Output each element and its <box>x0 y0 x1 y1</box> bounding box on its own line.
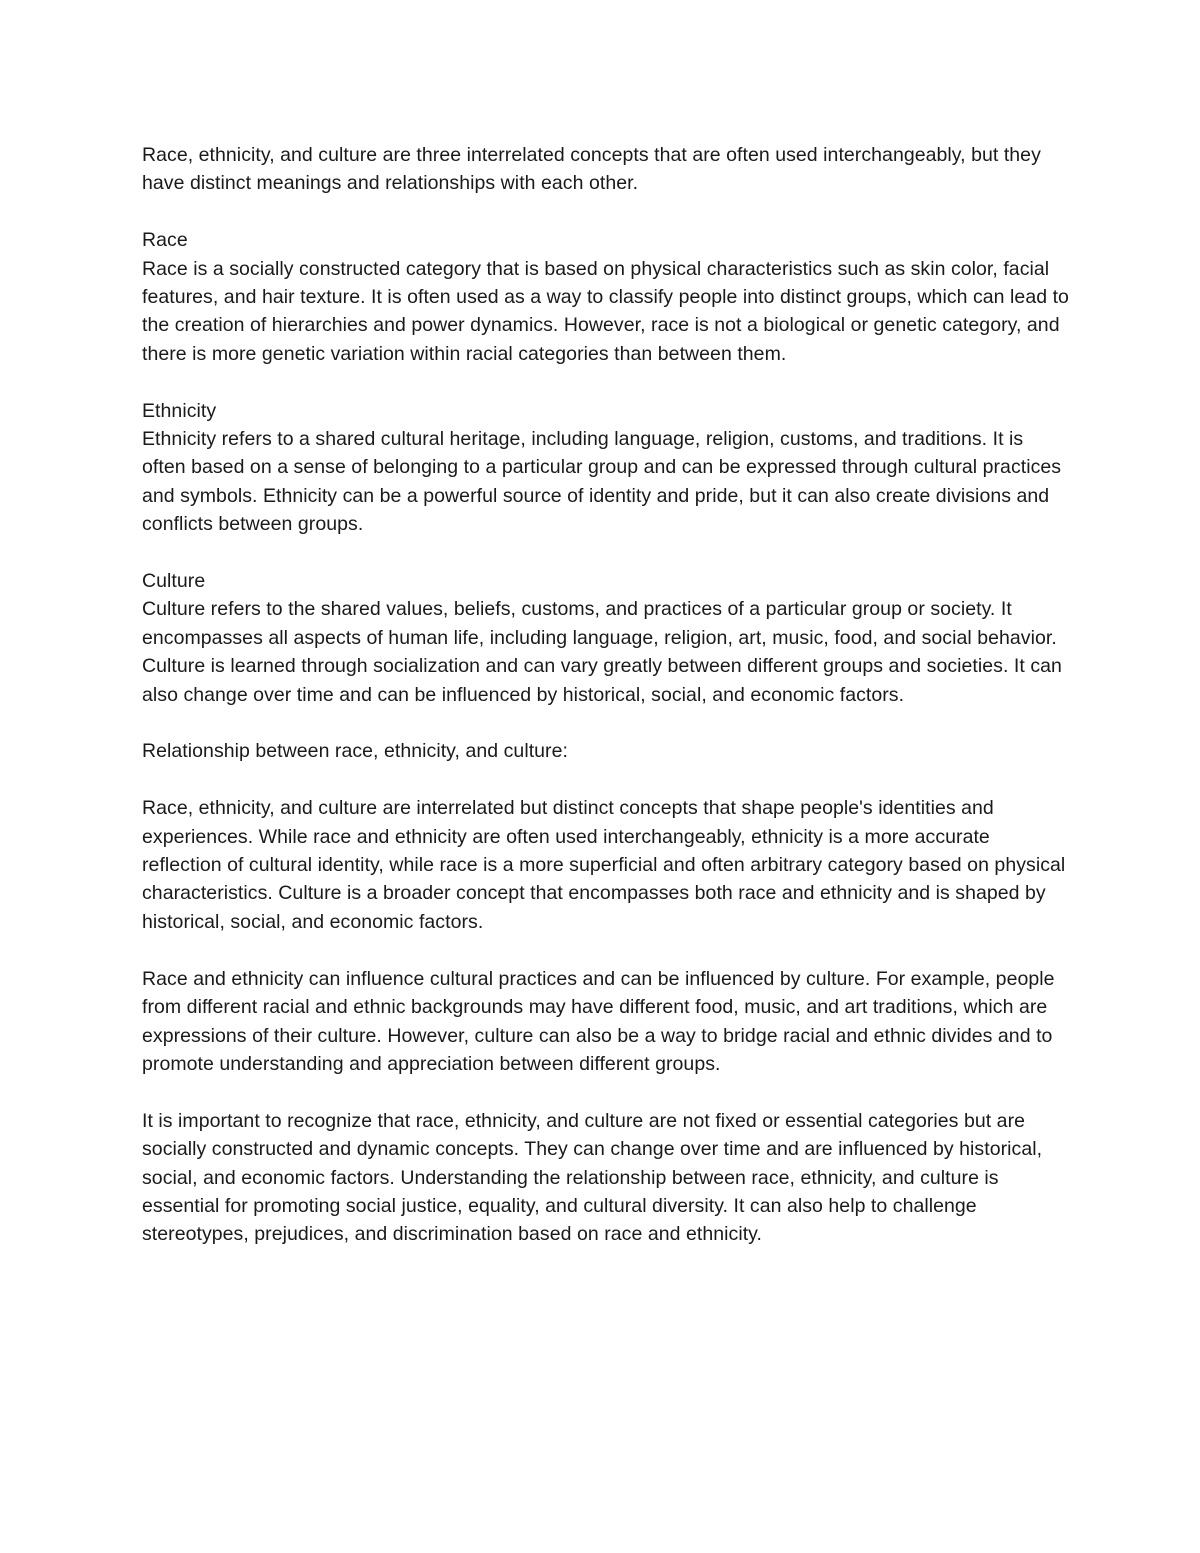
relationship-paragraph: Race, ethnicity, and culture are interrelated but distinct concepts that shape people's identities and experiences. While race and ethnicity are often used interchangeably, ethnicity is a more accurate reflection of cultural identity, while race is a more superficial and often arbitrary category based on physical characteristics. Culture is a broader concept that encompasses both race and ethnicity and is shaped by historical, social, and economic factors. <box>142 797 1066 933</box>
section-body-ethnicity: Ethnicity refers to a shared cultural heritage, including language, religion, customs, and traditions. It is often based on a sense of belonging to a particular group and can be expressed through cultural practices and symbols. Ethnicity can be a powerful source of identity and pride, but it can also create divisions and conflicts between groups. <box>142 428 1062 536</box>
section-body-culture: Culture refers to the shared values, beliefs, customs, and practices of a particular group or society. It encompasses all aspects of human life, including language, religion, art, music, food, and social behavior. Culture is learned through socialization and can vary greatly between different groups and societies. It can also change over time and can be influenced by historical, social, and economic factors. <box>142 598 1062 706</box>
relationship-paragraph: Race and ethnicity can influence cultural practices and can be influenced by culture. For example, people from different racial and ethnic backgrounds may have different food, music, and art traditions, which are expressions of their culture. However, culture can also be a way to bridge racial and ethnic divides and to promote understanding and appreciation between different groups. <box>142 967 1055 1075</box>
section-body-race: Race is a socially constructed category that is based on physical characteristics such as skin color, facial features, and hair texture. It is often used as a way to classify people into distinct groups, which can lead to the creation of hierarchies and power dynamics. However, race is not a biological or genetic category, and there is more genetic variation within racial categories than between them. <box>142 257 1069 365</box>
section-heading-ethnicity: Ethnicity <box>142 399 217 422</box>
relationship-paragraph: It is important to recognize that race, ethnicity, and culture are not fixed or essential categories but are socially constructed and dynamic concepts. They can change over time and are influenced by historical, social, and economic factors. Understanding the relationship between race, ethnicity, and culture is essential for promoting social justice, equality, and cultural diversity. It can also help to challenge stereotypes, prejudices, and discrimination based on race and ethnicity. <box>142 1109 1043 1246</box>
section-heading-race: Race <box>142 229 188 252</box>
relationship-heading: Relationship between race, ethnicity, and culture: <box>142 740 568 763</box>
document-body <box>142 141 1072 1277</box>
intro-paragraph: Race, ethnicity, and culture are three interrelated concepts that are often used interchangeably, but they have distinct meanings and relationships with each other. <box>142 144 1041 195</box>
section-heading-culture: Culture <box>142 570 206 593</box>
